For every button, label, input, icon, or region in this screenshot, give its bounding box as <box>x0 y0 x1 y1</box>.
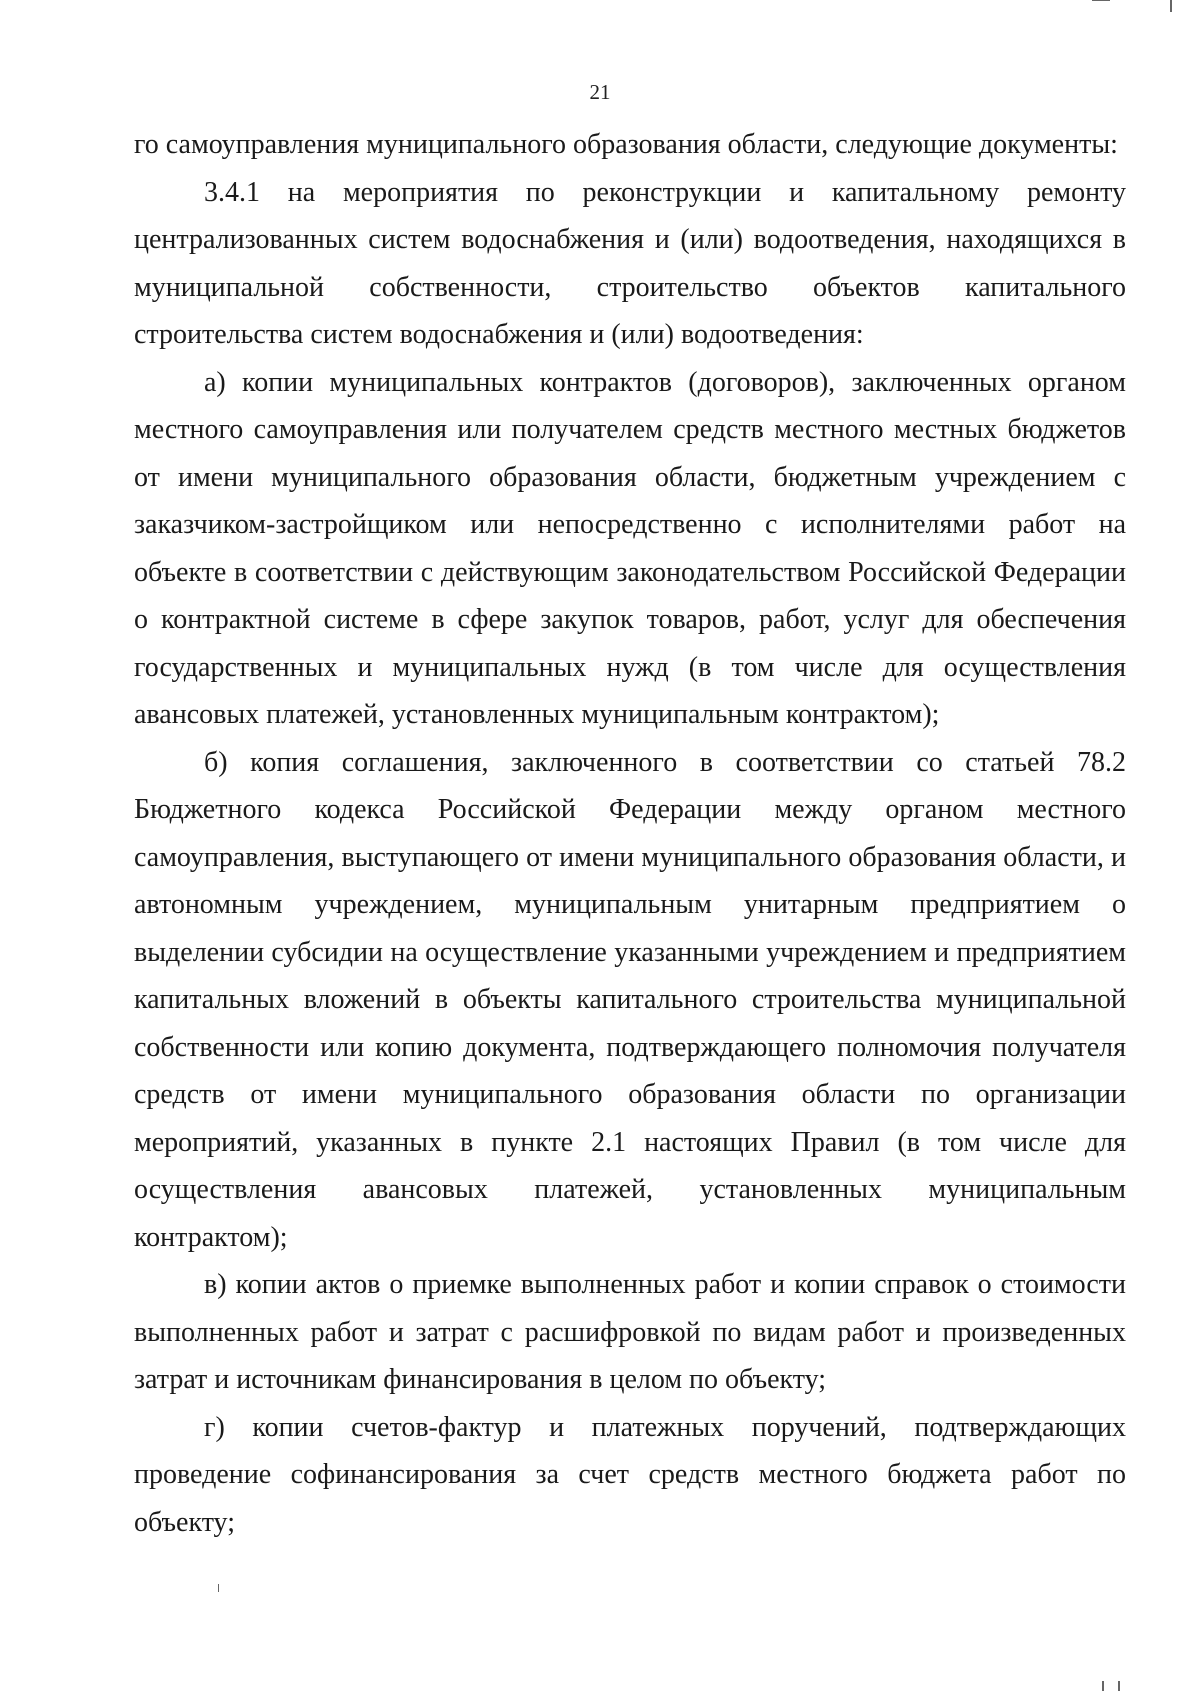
paragraph-item-v: в) копии актов о приемке выполненных работ и копии справок о стоимости выполненных работ и затрат с расшифровкой по видам работ и произведенных затрат и источникам финансирования в целом по объекту; <box>134 1269 1126 1395</box>
paragraph-item-b: б) копия соглашения, заключенного в соответствии со статьей 78.2 Бюджетного кодекса Российской Федерации между органом местного самоуправления, выступающего от имени муниципального образования области, и автономным учреждением, муниципальным унитарным предприятием о выделении субсидии на осуществление указанными учреждением и предприятием капитальных вложений в объекты капитального строительства муниципальной собственности или копию документа, подтверждающего полномочия получателя средств от имени муниципального образования области по организации мероприятий, указанных в пункте 2.1 настоящих Правил (в том числе для осуществления авансовых платежей, установленных муниципальным контрактом); <box>134 746 1126 1253</box>
document-body <box>134 121 1126 1546</box>
paragraph-item-g: г) копии счетов-фактур и платежных поручений, подтверждающих проведение софинансирования за счет средств местного бюджета работ по объекту; <box>134 1411 1126 1538</box>
paragraph-continuation: го самоуправления муниципального образования области, следующие документы: <box>134 129 1118 160</box>
paragraph-item-a: а) копии муниципальных контрактов (договоров), заключенных органом местного самоуправления или получателем средств местного местных бюджетов от имени муниципального образования области, бюджетным учреждением с заказчиком-застройщиком или непосредственно с исполнителями работ на объекте в соответствии с действующим законодательством Российской Федерации о контрактной системе в сфере закупок товаров, работ, услуг для обеспечения государственных и муниципальных нужд (в том числе для осуществления авансовых платежей, установленных муниципальным контрактом); <box>134 366 1126 730</box>
scan-artifact <box>1102 1681 1104 1691</box>
page-number: 21 <box>589 80 611 104</box>
scan-artifact <box>1092 0 1110 1</box>
scan-artifact <box>1118 1681 1120 1691</box>
scan-artifact <box>1170 0 1172 12</box>
scan-artifact <box>218 1584 219 1592</box>
paragraph-3-4-1: 3.4.1 на мероприятия по реконструкции и капитальному ремонту централизованных систем водоснабжения и (или) водоотведения, находящихся в муниципальной собственности, строительство объектов капитального строительства систем водоснабжения и (или) водоотведения: <box>134 176 1126 350</box>
